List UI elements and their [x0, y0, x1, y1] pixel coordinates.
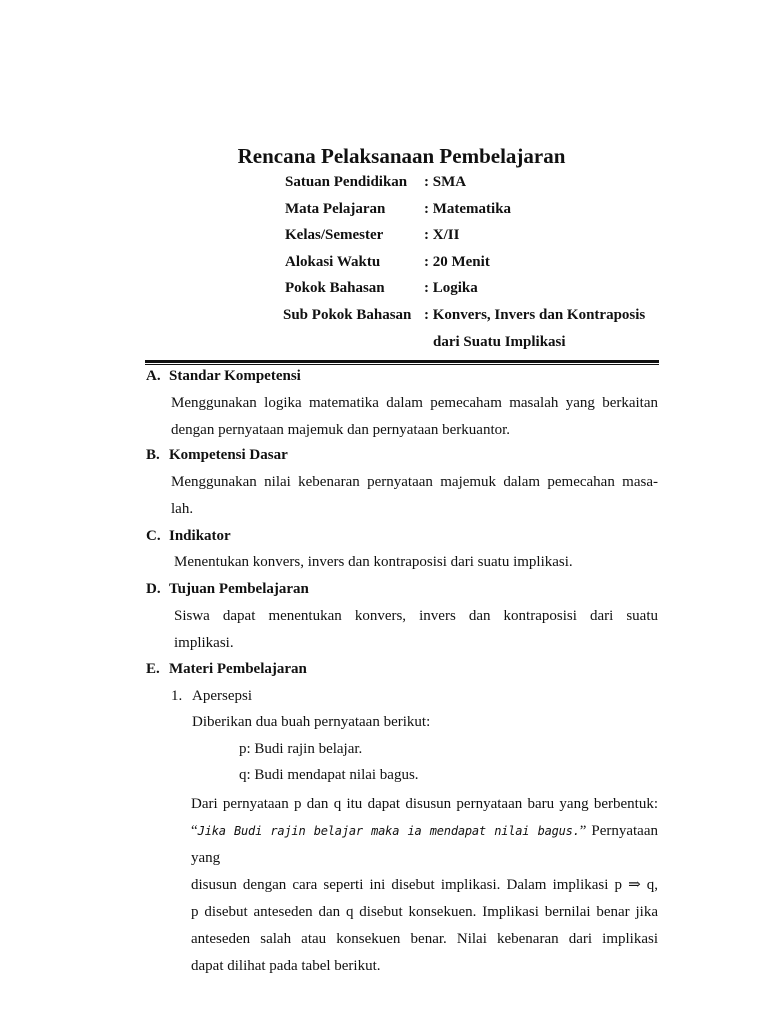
list-item-title: Apersepsi [192, 688, 252, 704]
meta-value: : 20 Menit [424, 254, 490, 270]
paragraph-line: p disebut anteseden dan q disebut konsekuen. Implikasi bernilai benar jika [191, 904, 658, 920]
paragraph-line: lah. [171, 501, 194, 517]
list-number: 1. [171, 688, 183, 704]
meta-label: Mata Pelajaran [285, 201, 386, 217]
meta-value: : Konvers, Invers dan Kontraposis [424, 307, 646, 323]
paragraph-line-with-quote [191, 818, 658, 872]
paragraph-line-rest: Pernyataan yang [191, 823, 658, 866]
header-divider [145, 360, 659, 365]
section-letter: E. [146, 661, 160, 677]
page-title: Rencana Pelaksanaan Pembelajaran [237, 144, 566, 168]
meta-label: Sub Pokok Bahasan [283, 307, 412, 323]
section-title: Indikator [169, 528, 231, 544]
quote-open: “ [191, 823, 198, 839]
paragraph-line: disusun dengan cara seperti ini disebut implikasi. Dalam implikasi p ⇒ q, [191, 877, 658, 893]
statement-q: q: Budi mendapat nilai bagus. [239, 767, 419, 783]
section-paragraph [174, 549, 658, 576]
paragraph-line: Menggunakan logika matematika dalam pemecaham masalah yang berkaitan [171, 395, 658, 411]
meta-value-continuation: dari Suatu Implikasi [433, 334, 566, 350]
section-title: Kompetensi Dasar [169, 447, 288, 463]
paragraph-line: anteseden salah atau konsekuen benar. Nilai kebenaran dari implikasi [191, 931, 658, 947]
section-letter: A. [146, 368, 161, 384]
paragraph-line: dengan pernyataan majemuk dan pernyataan berkuantor. [171, 422, 511, 438]
paragraph-line: Menentukan konvers, invers dan kontraposisi dari suatu implikasi. [174, 554, 573, 570]
paragraph-line: Menggunakan nilai kebenaran pernyataan majemuk dalam pemecahan masa- [171, 474, 658, 490]
quoted-implication: Jika Budi rajin belajar maka ia mendapat nilai bagus. [197, 824, 580, 838]
paragraph-line: dapat dilihat pada tabel berikut. [191, 958, 381, 974]
paragraph-line: implikasi. [174, 635, 234, 651]
quote-close: ” [579, 823, 587, 839]
section-paragraph [171, 469, 658, 523]
materi-paragraph [191, 791, 658, 980]
meta-label: Satuan Pendidikan [285, 174, 408, 190]
meta-value: : Matematika [424, 201, 512, 217]
meta-value: : X/II [424, 227, 460, 243]
meta-value: : SMA [424, 174, 467, 190]
paragraph-line: Siswa dapat menentukan konvers, invers dan kontraposisi dari suatu [174, 608, 658, 624]
section-title: Standar Kompetensi [169, 368, 301, 384]
paragraph-line: Dari pernyataan p dan q itu dapat disusun pernyataan baru yang berbentuk: [191, 796, 658, 812]
section-title: Tujuan Pembelajaran [169, 581, 309, 597]
section-paragraph [174, 603, 658, 657]
section-title: Materi Pembelajaran [169, 661, 307, 677]
statement-p: p: Budi rajin belajar. [239, 741, 363, 757]
section-letter: D. [146, 581, 161, 597]
meta-label: Alokasi Waktu [285, 254, 381, 270]
meta-label: Kelas/Semester [285, 227, 384, 243]
section-paragraph [171, 390, 658, 444]
materi-intro: Diberikan dua buah pernyataan berikut: [192, 714, 431, 730]
section-letter: C. [146, 528, 161, 544]
meta-value: : Logika [424, 280, 478, 296]
meta-label: Pokok Bahasan [285, 280, 385, 296]
section-letter: B. [146, 447, 160, 463]
